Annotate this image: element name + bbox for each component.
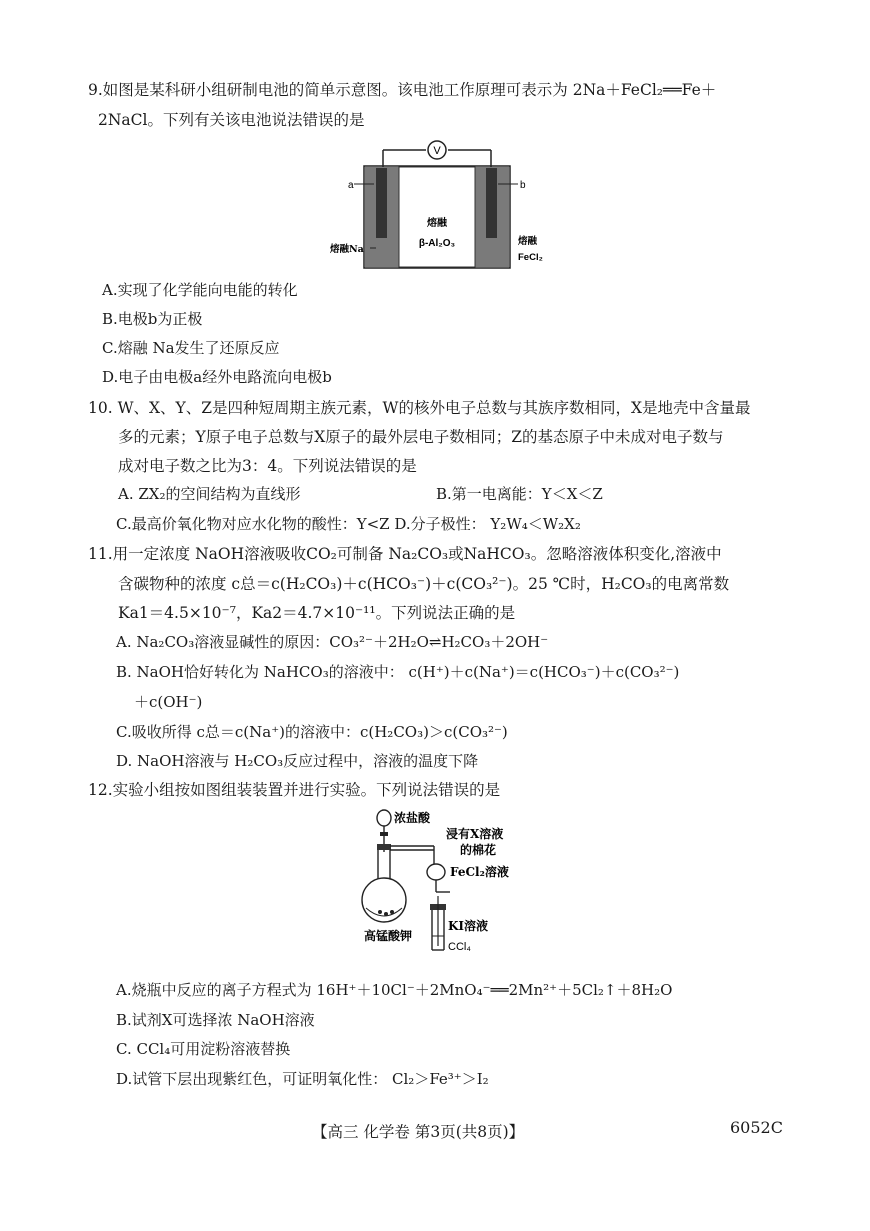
q10-stem-line1: 10. W、X、Y、Z是四种短周期主族元素，W的核外电子总数与其族序数相同，X是地壳中含量最	[88, 399, 751, 417]
right-bottom-label-1: 熔融	[518, 236, 538, 247]
left-bottom-label: 熔融Na	[330, 244, 364, 255]
q11-option-b-line2: ＋c(OH⁻)	[134, 693, 203, 711]
q10-option-b: B.第一电离能：Y＜X＜Z	[436, 485, 603, 503]
q11-option-b-line1: B. NaOH恰好转化为 NaHCO₃的溶液中： c(H⁺)＋c(Na⁺)＝c(HCO₃⁻)＋c(CO₃²⁻)	[116, 663, 680, 681]
q11-stem-line1: 11.用一定浓度 NaOH溶液吸收CO₂可制备 Na₂CO₃或NaHCO₃。忽略溶液体积变化,溶液中	[88, 545, 722, 563]
q9-option-a: A.实现了化学能向电能的转化	[102, 281, 298, 299]
q12-stem: 12.实验小组按如图组装装置并进行实验。下列说法错误的是	[88, 781, 501, 799]
center-bottom-label: β-Al₂O₃	[418, 238, 456, 249]
acid-label: 浓盐酸	[394, 811, 431, 825]
label-a: a	[348, 180, 354, 191]
center-top-label: 熔融	[427, 218, 447, 229]
ccl4-label: CCl₄	[448, 941, 471, 953]
q12-option-b: B.试剂X可选择浓 NaOH溶液	[116, 1011, 315, 1029]
right-bottom-label-2: FeCl₂	[518, 252, 543, 263]
q10-option-cd: C.最高价氧化物对应水化物的酸性：Y<Z D.分子极性： Y₂W₄＜W₂X₂	[116, 515, 581, 533]
voltmeter-label: V	[433, 145, 441, 157]
beta-alumina-membrane	[399, 167, 475, 267]
label-b: b	[520, 180, 526, 191]
q10-stem-line3: 成对电子数之比为3：4。下列说法错误的是	[118, 457, 417, 475]
battery-diagram	[330, 140, 560, 272]
q9-stem-line2: 2NaCl。下列有关该电池说法错误的是	[98, 111, 365, 129]
q10-option-a: A. ZX₂的空间结构为直线形	[118, 485, 301, 503]
q11-option-c: C.吸收所得 c总＝c(Na⁺)的溶液中：c(H₂CO₃)＞c(CO₃²⁻)	[116, 723, 508, 741]
paper-code: 6052C	[730, 1118, 783, 1137]
q11-stem-line2: 含碳物种的浓度 c总＝c(H₂CO₃)＋c(HCO₃⁻)＋c(CO₃²⁻)。25 ℃时，H₂CO₃的电离常数	[118, 575, 730, 593]
cotton-label-2: 的棉花	[460, 843, 497, 857]
ki-label: KI溶液	[448, 919, 489, 933]
separatory-funnel-icon	[377, 810, 391, 826]
q9-option-b: B.电极b为正极	[102, 310, 203, 328]
q11-stem-line3: Ka1＝4.5×10⁻⁷，Ka2＝4.7×10⁻¹¹。下列说法正确的是	[118, 604, 516, 622]
q9-stem-line1: 9.如图是某科研小组研制电池的简单示意图。该电池工作原理可表示为 2Na＋FeCl₂══Fe＋	[88, 81, 717, 99]
q12-option-c: C. CCl₄可用淀粉溶液替换	[116, 1040, 291, 1058]
page-footer: 【高三 化学卷 第3页(共8页)】	[312, 1123, 525, 1141]
q9-option-d: D.电子由电极a经外电路流向电极b	[102, 368, 332, 386]
cotton-bulb-icon	[427, 864, 445, 880]
q12-option-a: A.烧瓶中反应的离子方程式为 16H⁺＋10Cl⁻＋2MnO₄⁻══2Mn²⁺＋5Cl₂↑＋8H₂O	[116, 981, 673, 999]
q10-stem-line2: 多的元素；Y原子电子总数与X原子的最外层电子数相同；Z的基态原子中未成对电子数与	[118, 428, 724, 446]
round-flask-icon	[362, 878, 406, 922]
electrode-b	[486, 168, 497, 238]
q11-option-d: D. NaOH溶液与 H₂CO₃反应过程中，溶液的温度下降	[116, 752, 479, 770]
chlorine-apparatus-diagram	[350, 808, 530, 956]
kmno4-label: 高锰酸钾	[364, 929, 413, 943]
electrode-a	[376, 168, 387, 238]
q9-option-c: C.熔融 Na发生了还原反应	[102, 339, 280, 357]
q11-option-a: A. Na₂CO₃溶液显碱性的原因：CO₃²⁻＋2H₂O⇌H₂CO₃＋2OH⁻	[116, 633, 549, 651]
fecl2-label: FeCl₂溶液	[450, 865, 509, 879]
cotton-label-1: 浸有X溶液	[446, 827, 504, 841]
q12-option-d: D.试管下层出现紫红色，可证明氧化性： Cl₂＞Fe³⁺＞I₂	[116, 1070, 489, 1088]
